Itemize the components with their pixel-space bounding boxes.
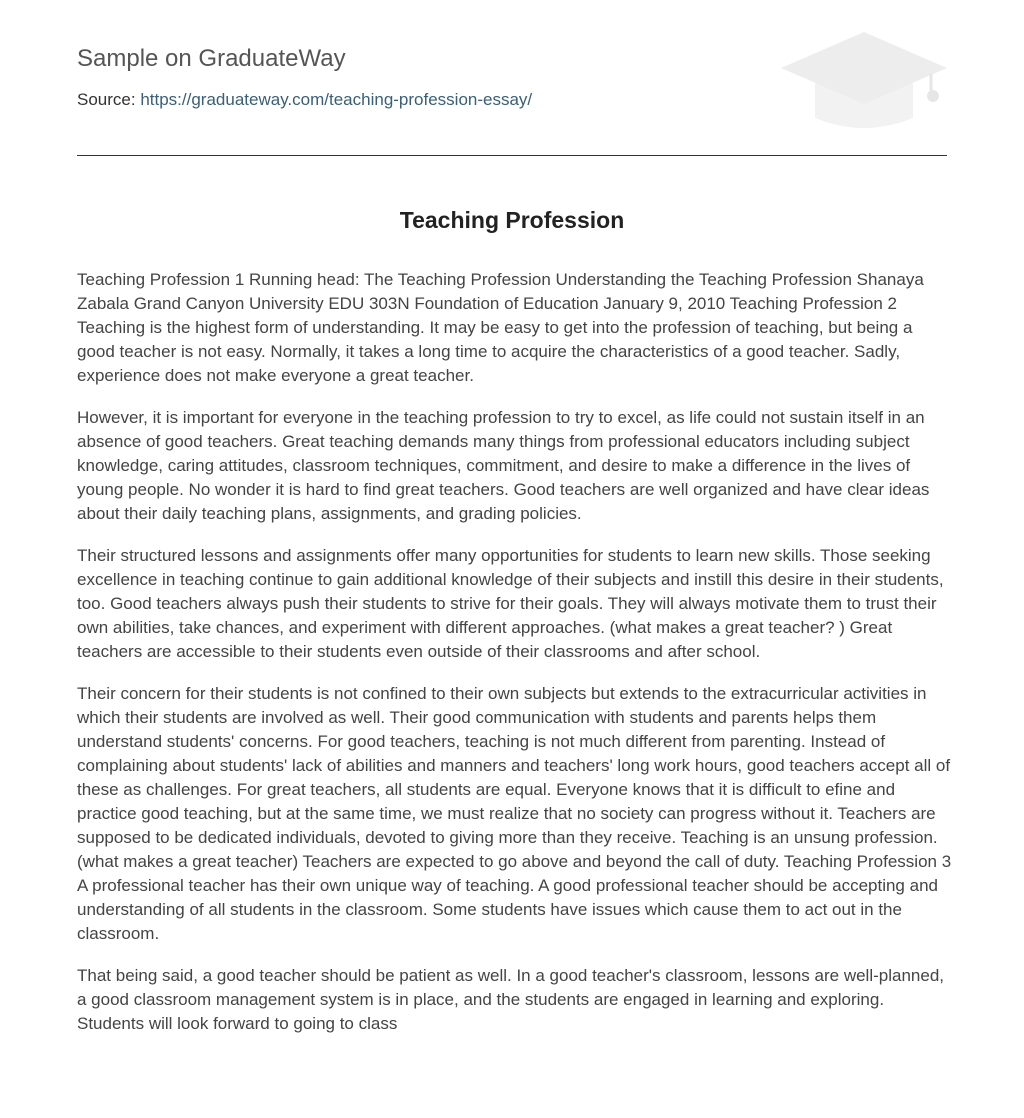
page-header	[77, 0, 947, 156]
graduation-cap-icon	[781, 30, 947, 134]
source-link[interactable]: https://graduateway.com/teaching-profession-essay/	[140, 90, 533, 109]
paragraph: Teaching Profession 1 Running head: The Teaching Profession Understanding the Teaching Profession Shanaya Zabala Grand Canyon University EDU 303N Foundation of Education January 9, 2010 Teaching Profession 2 Teaching is the highest form of understanding. It may be easy to get into the profession of teaching, but being a good teacher is not easy. Normally, it takes a long time to acquire the characteristics of a good teacher. Sadly, experience does not make everyone a great teacher.	[77, 270, 924, 385]
paragraph: That being said, a good teacher should be patient as well. In a good teacher's classroom, lessons are well-planned, a good classroom management system is in place, and the students are engaged in learning and exploring. Students will look forward to going to class	[77, 966, 944, 1033]
header-divider	[77, 155, 947, 156]
essay-body	[77, 268, 952, 1054]
document-title: Teaching Profession	[399, 207, 625, 233]
source-line	[77, 89, 532, 111]
source-label: Source:	[77, 90, 136, 109]
paragraph: Their structured lessons and assignments offer many opportunities for students to learn new skills. Those seeking excellence in teaching continue to gain additional knowledge of their subjects and instill this desire in their students, too. Good teachers always push their students to strive for their goals. They will always motivate them to trust their own abilities, take chances, and experiment with different approaches. (what makes a great teacher? ) Great teachers are accessible to their students even outside of their classrooms and after school.	[77, 546, 944, 661]
paragraph: However, it is important for everyone in the teaching profession to try to excel, as life could not sustain itself in an absence of good teachers. Great teaching demands many things from professional educators including subject knowledge, caring attitudes, classroom techniques, commitment, and desire to make a difference in the lives of young people. No wonder it is hard to find great teachers. Good teachers are well organized and have clear ideas about their daily teaching plans, assignments, and grading policies.	[77, 408, 930, 523]
site-title: Sample on GraduateWay	[77, 45, 346, 72]
paragraph: Their concern for their students is not confined to their own subjects but extends to the extracurricular activities in which their students are involved as well. Their good communication with students and parents helps them understand students' concerns. For good teachers, teaching is not much different from parenting. Instead of complaining about students' lack of abilities and manners and teachers' long work hours, good teachers accept all of these as challenges. For great teachers, all students are equal. Everyone knows that it is difficult to efine and practice good teaching, but at the same time, we must realize that no society can progress without it. Teachers are supposed to be dedicated individuals, devoted to giving more than they receive. Teaching is an unsung profession. (what makes a great teacher) Teachers are expected to go above and beyond the call of duty. Teaching Profession 3 A professional teacher has their own unique way of teaching. A good professional teacher should be accepting and understanding of all students in the classroom. Some students have issues which cause them to act out in the classroom.	[77, 684, 952, 943]
